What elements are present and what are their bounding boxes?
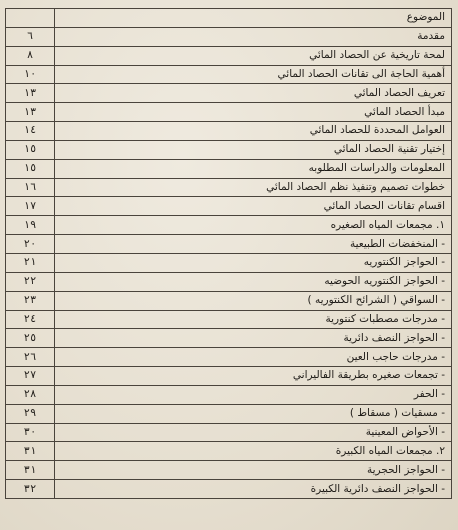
table-row <box>6 46 452 65</box>
toc-topic: - الحواجز النصف دائرية <box>55 329 452 348</box>
toc-page-number: ٣٠ <box>6 423 55 442</box>
toc-topic: العوامل المحددة للحصاد المائي <box>55 122 452 141</box>
toc-topic: - الحواجز الكنتوريه الحوضيه <box>55 272 452 291</box>
table-row <box>6 404 452 423</box>
table-row <box>6 122 452 141</box>
table-row <box>6 84 452 103</box>
toc-topic: - تجمعات صغيره بطريقة الفاليراني <box>55 367 452 386</box>
table-row <box>6 480 452 499</box>
toc-page-number: ٢٢ <box>6 272 55 291</box>
toc-page-number: ١٣ <box>6 84 55 103</box>
toc-page-number: ٦ <box>6 27 55 46</box>
toc-page-number: ١٠ <box>6 65 55 84</box>
toc-page-number: ٢٤ <box>6 310 55 329</box>
table-row <box>6 159 452 178</box>
table-row <box>6 348 452 367</box>
toc-topic: - مدرجات حاجب العين <box>55 348 452 367</box>
toc-topic: - مسقيات ( مسقاط ) <box>55 404 452 423</box>
table-row <box>6 291 452 310</box>
toc-page-number: ٣١ <box>6 442 55 461</box>
toc-page-number: ١٣ <box>6 103 55 122</box>
table-row <box>6 216 452 235</box>
toc-topic: ١. مجمعات المياه الصغيره <box>55 216 452 235</box>
toc-page-number: ١٧ <box>6 197 55 216</box>
table-row <box>6 65 452 84</box>
toc-topic: مبدأ الحصاد المائي <box>55 103 452 122</box>
toc-topic: إختيار تقنية الحصاد المائي <box>55 140 452 159</box>
toc-page-number: ٢٩ <box>6 404 55 423</box>
table-row <box>6 329 452 348</box>
toc-topic: - الحواجز الحجرية <box>55 461 452 480</box>
toc-topic: - الحواجز النصف دائرية الكبيرة <box>55 480 452 499</box>
toc-page-number: ٨ <box>6 46 55 65</box>
table-row <box>6 140 452 159</box>
toc-topic: أهمية الحاجة الى تقانات الحصاد المائي <box>55 65 452 84</box>
toc-page-number: ٢٦ <box>6 348 55 367</box>
header-page <box>6 9 55 28</box>
table-row <box>6 442 452 461</box>
toc-page-number: ٣١ <box>6 461 55 480</box>
toc-page-number: ٢٣ <box>6 291 55 310</box>
toc-topic: - المنخفضات الطبيعية <box>55 235 452 254</box>
table-row <box>6 253 452 272</box>
toc-topic: - الأحواض المعينية <box>55 423 452 442</box>
table-row <box>6 197 452 216</box>
toc-topic: مقدمة <box>55 27 452 46</box>
table-row <box>6 103 452 122</box>
toc-page-number: ١٩ <box>6 216 55 235</box>
toc-page-number: ٣٢ <box>6 480 55 499</box>
toc-topic: - السواقي ( الشرائح الكنتوريه ) <box>55 291 452 310</box>
table-row <box>6 385 452 404</box>
toc-page-number: ٢٧ <box>6 367 55 386</box>
table-row <box>6 235 452 254</box>
toc-page-number: ٢٨ <box>6 385 55 404</box>
toc-topic: اقسام تقانات الحصاد المائي <box>55 197 452 216</box>
toc-topic: لمحة تاريخية عن الحصاد المائي <box>55 46 452 65</box>
table-row <box>6 272 452 291</box>
toc-page-number: ٢٥ <box>6 329 55 348</box>
toc-topic: خطوات تصميم وتنفيذ نظم الحصاد المائي <box>55 178 452 197</box>
toc-page-number: ١٦ <box>6 178 55 197</box>
toc-topic: - الحواجز الكنتوريه <box>55 253 452 272</box>
toc-page-number: ١٥ <box>6 140 55 159</box>
toc-topic: - الحفر <box>55 385 452 404</box>
toc-topic: تعريف الحصاد المائي <box>55 84 452 103</box>
table-of-contents <box>5 8 452 499</box>
toc-topic: ٢. مجمعات المياه الكبيرة <box>55 442 452 461</box>
toc-page-number: ١٤ <box>6 122 55 141</box>
table-row <box>6 367 452 386</box>
toc-topic: المعلومات والدراسات المطلوبه <box>55 159 452 178</box>
toc-topic: - مدرجات مصطبات كنتورية <box>55 310 452 329</box>
table-row <box>6 27 452 46</box>
table-row <box>6 310 452 329</box>
table-row <box>6 178 452 197</box>
toc-page-number: ١٥ <box>6 159 55 178</box>
table-row <box>6 423 452 442</box>
table-row <box>6 461 452 480</box>
table-header-row <box>6 9 452 28</box>
header-topic: الموضوع <box>55 9 452 28</box>
toc-page-number: ٢١ <box>6 253 55 272</box>
toc-page-number: ٢٠ <box>6 235 55 254</box>
